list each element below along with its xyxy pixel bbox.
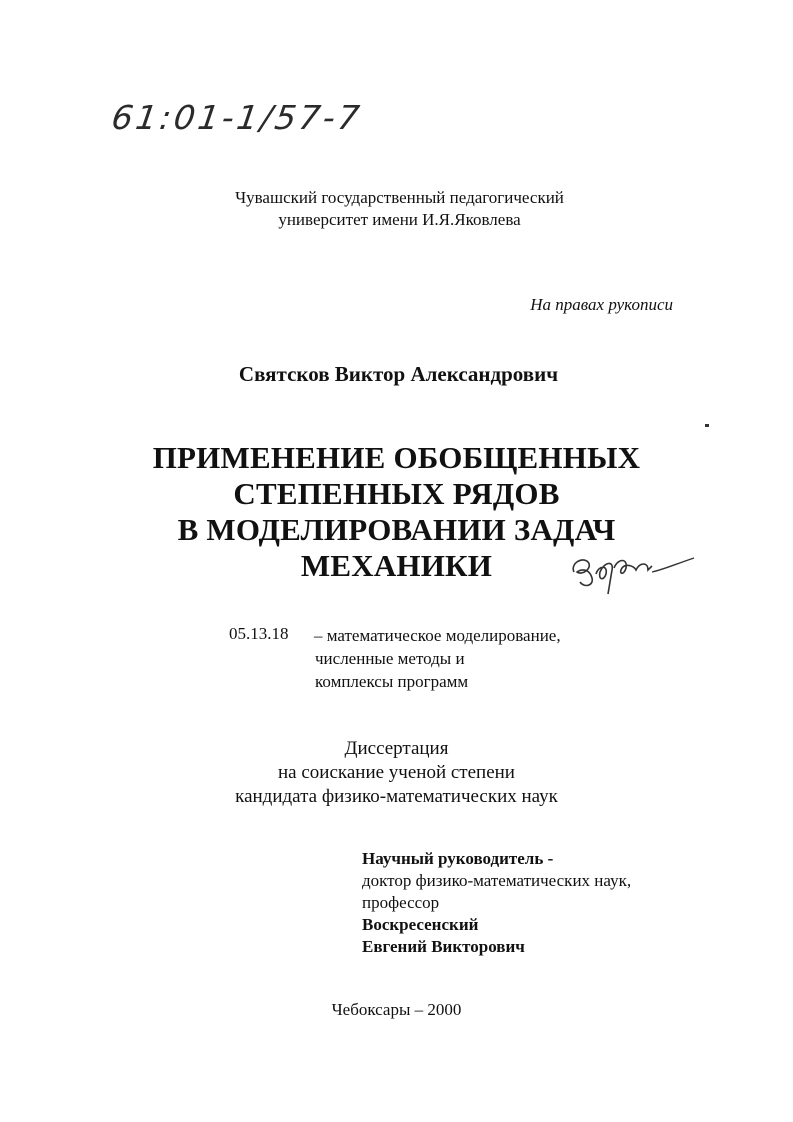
city-year: Чебоксары – 2000: [331, 1000, 462, 1019]
handwritten-signature: [568, 548, 703, 598]
supervisor-degree: доктор физико-математических наук,: [362, 871, 632, 890]
author-name: Святсков Виктор Александрович: [238, 362, 559, 386]
dissertation-line-3: кандидата физико-математических наук: [235, 786, 558, 807]
dissertation-line-2: на соискание ученой степени: [278, 762, 515, 783]
specialty-line-2: численные методы и: [315, 649, 465, 668]
catalog-number: 61:01-1/57-7: [109, 98, 365, 137]
rights-note: На правах рукописи: [530, 295, 673, 314]
title-line-1: ПРИМЕНЕНИЕ ОБОБЩЕННЫХ: [152, 440, 641, 475]
specialty-line-1: – математическое моделирование,: [314, 626, 561, 645]
title-line-3: В МОДЕЛИРОВАНИИ ЗАДАЧ: [177, 512, 616, 547]
specialty-line-3: комплексы программ: [315, 672, 469, 691]
supervisor-name: Евгений Викторович: [362, 937, 525, 956]
university-line-2: университет имени И.Я.Яковлева: [278, 210, 521, 229]
supervisor-surname: Воскресенский: [362, 915, 479, 934]
university-block: [0, 187, 793, 231]
specialty-description: [314, 624, 561, 693]
specialty-code: 05.13.18: [229, 624, 289, 643]
supervisor-heading: Научный руководитель -: [362, 849, 554, 868]
university-line-1: Чувашский государственный педагогический: [235, 188, 564, 207]
dissertation-line-1: Диссертация: [344, 738, 449, 759]
scan-speck: [705, 424, 709, 427]
supervisor-block: [362, 848, 631, 958]
supervisor-rank: профессор: [362, 893, 440, 912]
title-line-4: МЕХАНИКИ: [300, 548, 493, 583]
title-line-2: СТЕПЕННЫХ РЯДОВ: [233, 476, 560, 511]
dissertation-degree-block: [0, 737, 793, 809]
